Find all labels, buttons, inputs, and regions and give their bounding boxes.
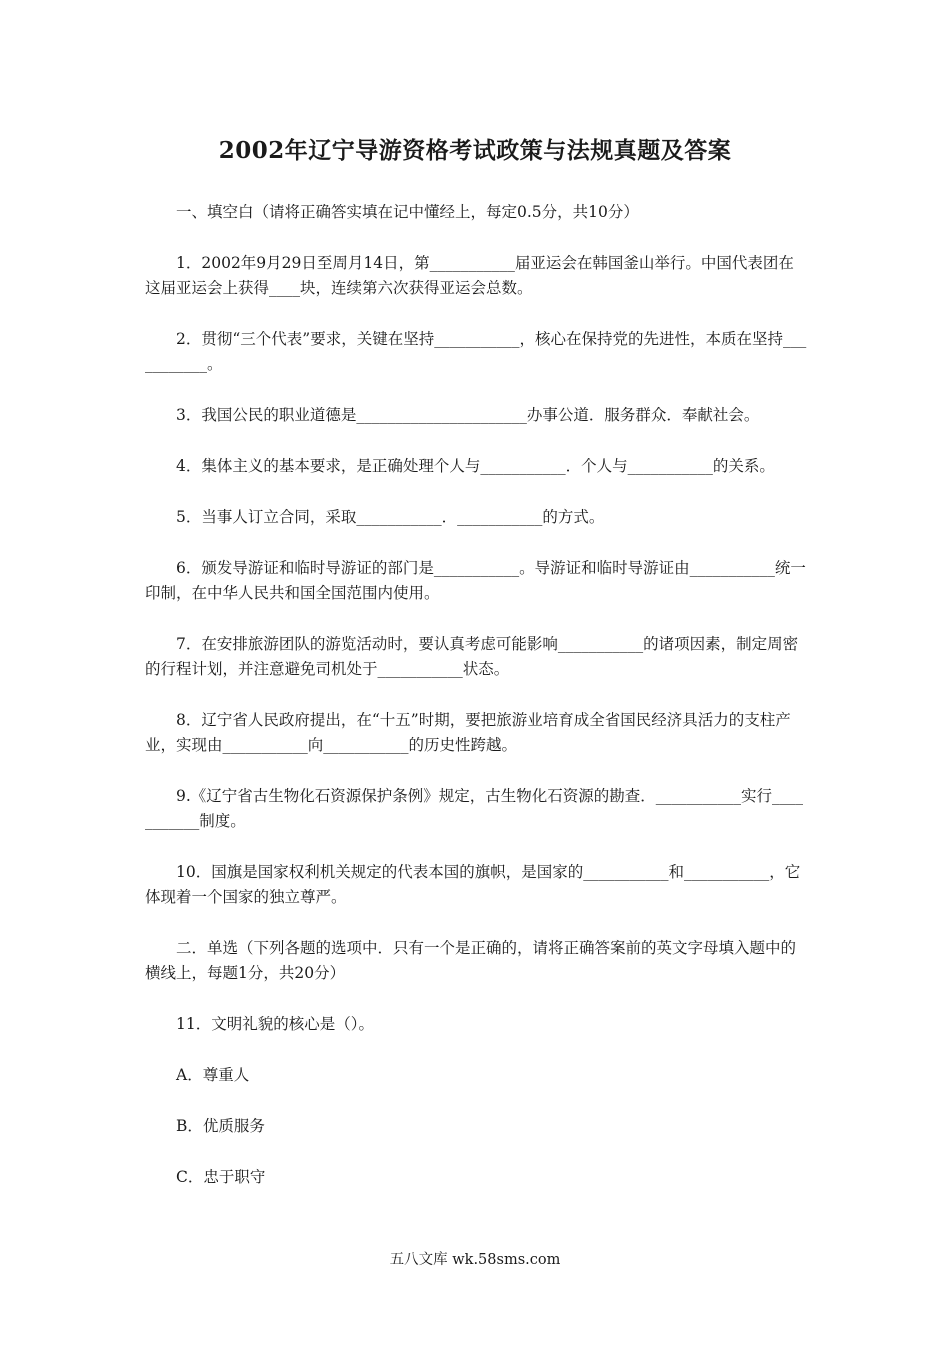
question-8: 8．辽宁省人民政府提出，在“十五”时期，要把旅游业培育成全省国民经济具活力的支柱产业，实现由___________向___________的历史性跨越。 <box>145 711 791 754</box>
page-title: 2002年辽宁导游资格考试政策与法规真题及答案 <box>218 137 732 164</box>
option-c: C．忠于职守 <box>176 1168 266 1186</box>
question-5: 5．当事人订立合同，采取___________．___________的方式。 <box>176 508 605 526</box>
question-3: 3．我国公民的职业道德是______________________办事公道．服务群众．奉献社会。 <box>176 406 760 424</box>
question-10: 10．国旗是国家权利机关规定的代表本国的旗帜，是国家的___________和___________，它体现着一个国家的独立尊严。 <box>145 863 801 906</box>
footer-watermark: 五八文库 wk.58sms.com <box>389 1252 561 1268</box>
question-4: 4．集体主义的基本要求，是正确处理个人与___________．个人与___________的关系。 <box>176 457 775 475</box>
option-a: A．尊重人 <box>176 1066 250 1084</box>
section-heading-fill-blank: 一、填空白（请将正确答实填在记中懂经上，每定0.5分，共10分） <box>176 203 639 221</box>
question-6: 6．颁发导游证和临时导游证的部门是___________。导游证和临时导游证由___________统一印制，在中华人民共和国全国范围内使用。 <box>145 559 806 602</box>
section-heading-single-choice: 二．单选（下列各题的选项中．只有一个是正确的，请将正确答案前的英文字母填入题中的横线上，每题1分，共20分） <box>145 939 797 982</box>
question-7: 7．在安排旅游团队的游览活动时，要认真考虑可能影响___________的诸项因素，制定周密的行程计划，并注意避免司机处于___________状态。 <box>145 635 799 678</box>
question-9: 9.《辽宁省古生物化石资源保护条例》规定，古生物化石资源的勘查．___________实行___________制度。 <box>145 787 804 830</box>
document-body <box>145 200 807 1216</box>
question-1: 1．2002年9月29日至周月14日，第___________届亚运会在韩国釜山举行。中国代表团在这届亚运会上获得____块，连续第六次获得亚运会总数。 <box>145 254 794 297</box>
question-2: 2．贯彻“三个代表”要求，关键在坚持___________，核心在保持党的先进性，本质在坚持___________。 <box>145 330 807 373</box>
option-b: B．优质服务 <box>176 1117 265 1135</box>
question-11: 11．文明礼貌的核心是（）。 <box>176 1015 374 1033</box>
